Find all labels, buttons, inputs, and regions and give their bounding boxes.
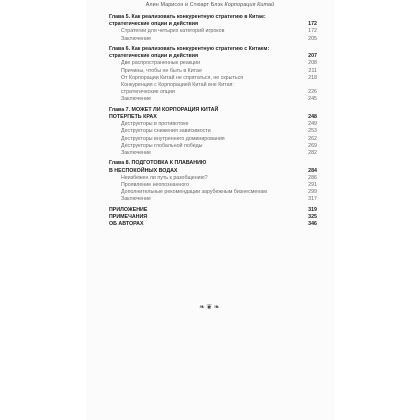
toc-subentry xyxy=(109,175,317,182)
toc-subentry xyxy=(109,68,317,75)
toc-subentry xyxy=(109,189,317,196)
toc-entry-title: Глава 8. ПОДГОТОВКА К ПЛАВАНИЮ xyxy=(109,160,207,167)
toc-subentry xyxy=(109,182,317,189)
toc-page-number: 284 xyxy=(308,167,317,174)
running-header xyxy=(86,0,334,10)
toc-entry-title: стратегические опции xyxy=(121,89,175,96)
toc-entry-title: ПОТЕРПЕТЬ КРАХ xyxy=(109,114,157,121)
toc-entry-title: Заключение xyxy=(121,96,152,103)
toc-chapter xyxy=(109,107,317,114)
toc-entry-title: ОБ АВТОРАХ xyxy=(109,221,144,228)
toc-chapter xyxy=(109,168,317,175)
toc-entry-title: Деструкторы глобальной победы xyxy=(121,142,203,149)
toc-entry-title: Деструкторы снижения зависимости xyxy=(121,128,211,135)
toc-subentry xyxy=(109,143,317,150)
toc-page-number: 346 xyxy=(308,221,317,228)
toc-page-number: 325 xyxy=(308,213,317,220)
toc-entry-title: ПРИЛОЖЕНИЕ xyxy=(109,206,148,213)
table-of-contents xyxy=(109,14,317,228)
toc-page-number: 208 xyxy=(308,60,317,67)
toc-page-number: 226 xyxy=(308,89,317,96)
toc-entry-title: ПРИМЕЧАНИЯ xyxy=(109,213,148,220)
toc-entry-title: Дополнительные рекомендации зарубежным бизнесменам xyxy=(121,189,267,196)
toc-subentry xyxy=(109,96,317,103)
toc-page-number: 317 xyxy=(308,196,317,203)
toc-entry-title: Заключение xyxy=(121,150,152,157)
toc-page-number: 291 xyxy=(308,182,317,189)
toc-subentry xyxy=(109,60,317,67)
toc-entry-title: От Корпорации Китай не спрятаться, не скрыться xyxy=(121,74,244,81)
toc-page-number: 172 xyxy=(308,21,317,28)
toc-page-number: 286 xyxy=(308,174,317,181)
header-book-title: Корпорация Китай xyxy=(224,2,275,8)
toc-chapter xyxy=(109,160,317,167)
toc-page-number: 282 xyxy=(308,150,317,157)
toc-section xyxy=(109,214,317,221)
toc-page-number: 269 xyxy=(308,142,317,149)
toc-subentry xyxy=(109,121,317,128)
toc-page-number: 172 xyxy=(308,28,317,35)
toc-entry-title: Заключение xyxy=(121,35,152,42)
toc-entry-title: Заключение xyxy=(121,196,152,203)
toc-entry-title: Две распространенные реакции xyxy=(121,60,201,67)
toc-page-number: 299 xyxy=(308,189,317,196)
toc-page-number: 245 xyxy=(308,96,317,103)
toc-subentry xyxy=(109,82,317,89)
toc-entry-title: В НЕСПОКОЙНЫХ ВОДАХ xyxy=(109,167,178,174)
toc-page-number: 207 xyxy=(308,53,317,60)
toc-entry-title: стратегические опции и действия xyxy=(109,53,199,60)
toc-chapter xyxy=(109,114,317,121)
toc-entry-title: Глава 5. Как реализовать конкурентную стратегию в Китае: xyxy=(109,14,266,20)
toc-subentry xyxy=(109,150,317,157)
toc-subentry xyxy=(109,36,317,43)
toc-subentry xyxy=(109,28,317,35)
toc-subentry xyxy=(109,89,317,96)
toc-entry-title: Глава 6. Как реализовать конкурентную стратегию с Китаем: xyxy=(109,46,270,52)
toc-page-number: 205 xyxy=(308,35,317,42)
toc-subentry xyxy=(109,196,317,203)
toc-page-number: 211 xyxy=(308,67,317,74)
toc-entry-title: Конкуренция с Корпорацией Китай вне Китая: xyxy=(121,82,234,89)
toc-chapter xyxy=(109,53,317,60)
toc-section xyxy=(109,221,317,228)
toc-entry-title: Неизбежен ли путь к разобщению? xyxy=(121,174,208,181)
toc-entry-title: Стратегии для четырех категорий игроков xyxy=(121,28,225,35)
toc-subentry xyxy=(109,136,317,143)
toc-page-number: 319 xyxy=(308,206,317,213)
toc-page-number: 253 xyxy=(308,128,317,135)
toc-entry-title: Глава 7. МОЖЕТ ЛИ КОРПОРАЦИЯ КИТАЙ xyxy=(109,106,219,113)
toc-subentry xyxy=(109,75,317,82)
toc-entry-title: Причины, чтобы не быть в Китае xyxy=(121,67,202,74)
ornament-icon: ❧❦❧ xyxy=(198,304,222,311)
toc-entry-title: стратегические опции и действия xyxy=(109,21,199,28)
toc-entry-title: Деструкторы в противотоке xyxy=(121,121,189,128)
toc-page-number: 248 xyxy=(308,114,317,121)
toc-section xyxy=(109,207,317,214)
toc-entry-title: Деструкторы внутреннего доминирования xyxy=(121,135,225,142)
toc-entry-title: Проявление неопознанного xyxy=(121,182,190,189)
toc-page-number: 218 xyxy=(308,74,317,81)
toc-page-number: 262 xyxy=(308,135,317,142)
toc-page-number: 249 xyxy=(308,121,317,128)
header-authors: Алин Марисон и Стюарт Блэк xyxy=(145,2,223,8)
toc-subentry xyxy=(109,128,317,135)
